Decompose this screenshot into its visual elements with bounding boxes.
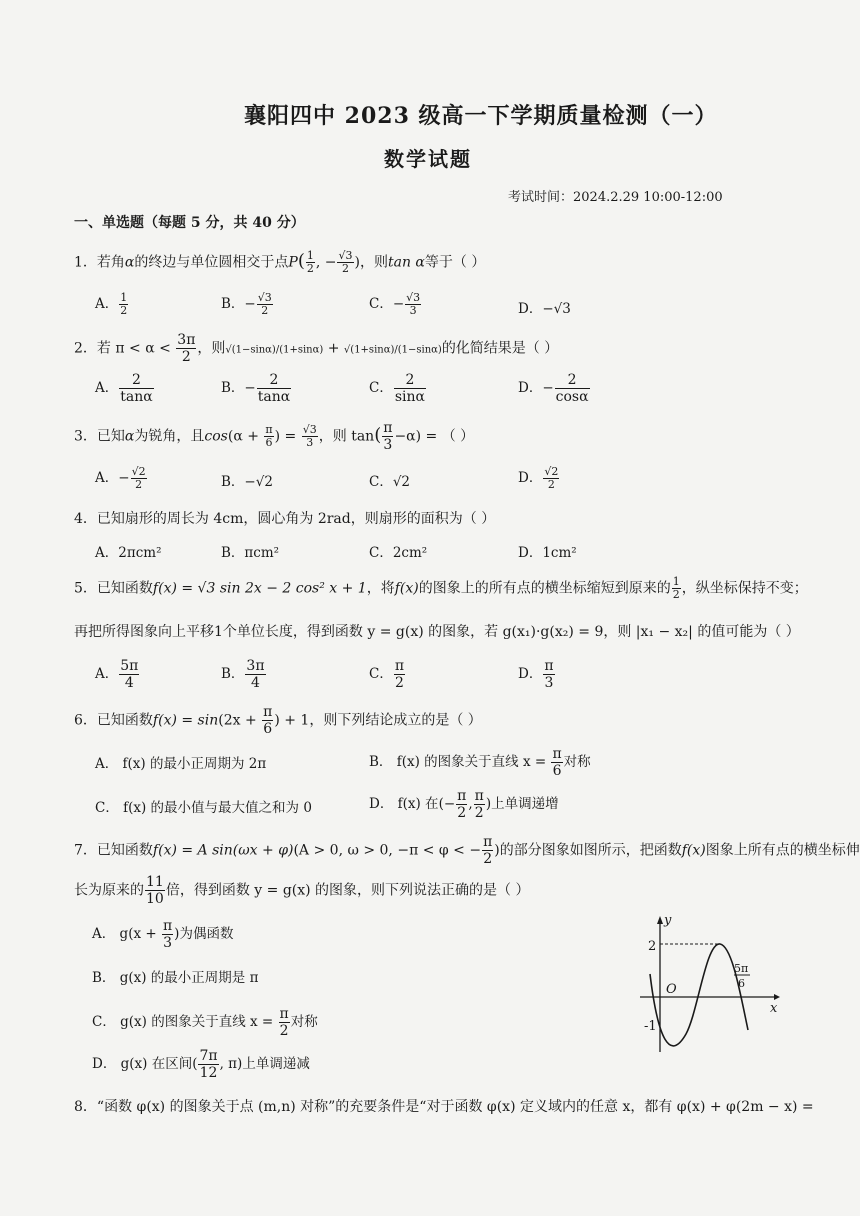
q1-option-a: A． $\frac{1}{2}$ bbox=[95, 291, 128, 317]
q3-option-b: B．−√2 bbox=[221, 474, 273, 490]
page-title: 襄阳四中 2023 级高一下学期质量检测（一） bbox=[244, 103, 718, 129]
x-mark-denominator: 6 bbox=[738, 977, 745, 990]
q5-option-b: B． $\frac{3\pi}{4}$ bbox=[221, 658, 265, 691]
question-5-line-2: 再把所得图象向上平移1个单位长度，得到函数 y = g(x) 的图象，若 g(x₁)·g(x₂) = 9，则 |x₁ − x₂| 的值可能为（ ） bbox=[74, 624, 800, 640]
x-axis-arrow bbox=[774, 994, 780, 1000]
q6-option-d: D． f(x) 在(− $\frac{\pi}{2}$ , $\frac{\pi}{2}$ )上单调递增 bbox=[369, 788, 559, 821]
exam-time: 考试时间：2024.2.29 10:00-12:00 bbox=[508, 190, 723, 205]
question-6: 6．已知函数f(x) = sin(2x + $\frac{\pi}{6}$ ) + 1，则下列结论成立的是（ ） bbox=[74, 704, 482, 737]
q6-option-c: C． f(x) 的最小值与最大值之和为 0 bbox=[95, 800, 312, 816]
q2-option-c: C． $\frac{2}{\sin\alpha}$ bbox=[369, 372, 425, 405]
x-axis-label: x bbox=[770, 1001, 778, 1016]
function-graph bbox=[636, 912, 786, 1062]
q6-option-b: B． f(x) 的图象关于直线 x = $\frac{\pi}{6}$ 对称 bbox=[369, 746, 591, 779]
x-mark-numerator: 5π bbox=[734, 962, 749, 975]
q4-option-a: A．2πcm² bbox=[95, 545, 162, 561]
q3-option-a: A．− $\frac{√2}{2}$ bbox=[95, 465, 146, 491]
q7-option-c: C． g(x) 的图象关于直线 x = $\frac{\pi}{2}$ 对称 bbox=[92, 1006, 318, 1039]
q1-option-d: D．−√3 bbox=[518, 301, 571, 317]
page-subtitle: 数学试题 bbox=[384, 147, 472, 171]
q7-option-d: D． g(x) 在区间( $\frac{7\pi}{12}$ , π)上单调递减 bbox=[92, 1048, 310, 1081]
q2-option-a: A． $\frac{2}{\tan\alpha}$ bbox=[95, 372, 153, 405]
q6-option-a: A． f(x) 的最小正周期为 2π bbox=[95, 756, 267, 772]
question-7-line-2: 长为原来的 $\frac{11}{10}$ 倍，得到函数 y = g(x) 的图象，则下列说法正确的是（ ） bbox=[74, 874, 530, 907]
q2-option-b: B．− $\frac{2}{\tan\alpha}$ bbox=[221, 372, 291, 405]
q7-option-b: B． g(x) 的最小正周期是 π bbox=[92, 970, 259, 986]
y-min-label: -1 bbox=[644, 1019, 657, 1034]
q3-option-c: C．√2 bbox=[369, 474, 411, 490]
section-heading: 一、单选题（每题 5 分，共 40 分） bbox=[74, 215, 305, 231]
question-2: 2．若 π < α < $\frac{3\pi}{2}$ ，则√(1−sinα)/(1+sinα) + √(1+sinα)/(1−sinα)的化简结果是（ ） bbox=[74, 332, 559, 365]
question-3: 3．已知α为锐角，且cos(α + $\frac{\pi}{6}$ ) = $\frac{√3}{3}$ ，则 tan( $\frac{\pi}{3}$ −α) = （ ） bbox=[74, 420, 475, 453]
q5-option-a: A． $\frac{5\pi}{4}$ bbox=[95, 658, 139, 691]
q1-option-b: B．− $\frac{√3}{2}$ bbox=[221, 291, 272, 317]
question-5-line-1: 5．已知函数f(x) = √3 sin 2x − 2 cos² x + 1，将f(x)的图象上的所有点的横坐标缩短到原来的 $\frac{1}{2}$ ，纵坐标保持不变； bbox=[74, 575, 808, 601]
q7-option-a: A． g(x + $\frac{\pi}{3}$ )为偶函数 bbox=[92, 918, 234, 951]
question-1: 1．若角α的终边与单位圆相交于点P( $\frac{1}{2}$ , − $\frac{√3}{2}$ )，则tan α等于（ ） bbox=[74, 249, 486, 275]
y-max-label: 2 bbox=[648, 939, 657, 954]
q4-option-c: C．2cm² bbox=[369, 545, 428, 561]
q4-option-b: B．πcm² bbox=[221, 545, 280, 561]
q5-option-d: D． $\frac{\pi}{3}$ bbox=[518, 658, 554, 691]
q1-option-c: C．− $\frac{√3}{3}$ bbox=[369, 291, 421, 317]
question-4: 4．已知扇形的周长为 4cm，圆心角为 2rad，则扇形的面积为（ ） bbox=[74, 511, 496, 527]
sine-curve bbox=[650, 944, 748, 1046]
origin-label: O bbox=[666, 982, 677, 997]
q5-option-c: C． $\frac{\pi}{2}$ bbox=[369, 658, 405, 691]
q4-option-d: D．1cm² bbox=[518, 545, 577, 561]
q2-option-d: D．− $\frac{2}{\cos\alpha}$ bbox=[518, 372, 589, 405]
question-7-line-1: 7．已知函数f(x) = A sin(ωx + φ)(A > 0, ω > 0, −π < φ < − $\frac{\pi}{2}$ )的部分图象如图所示，把函数f(x)图象上所有点的横坐标伸 bbox=[74, 834, 860, 867]
question-8: 8．“函数 φ(x) 的图象关于点 (m,n) 对称”的充要条件是“对于函数 φ(x) 定义域内的任意 x，都有 φ(x) + φ(2m − x) = bbox=[74, 1099, 814, 1115]
y-axis-arrow bbox=[657, 916, 663, 924]
q3-option-d: D． $\frac{√2}{2}$ bbox=[518, 465, 559, 491]
y-axis-label: y bbox=[664, 913, 672, 928]
